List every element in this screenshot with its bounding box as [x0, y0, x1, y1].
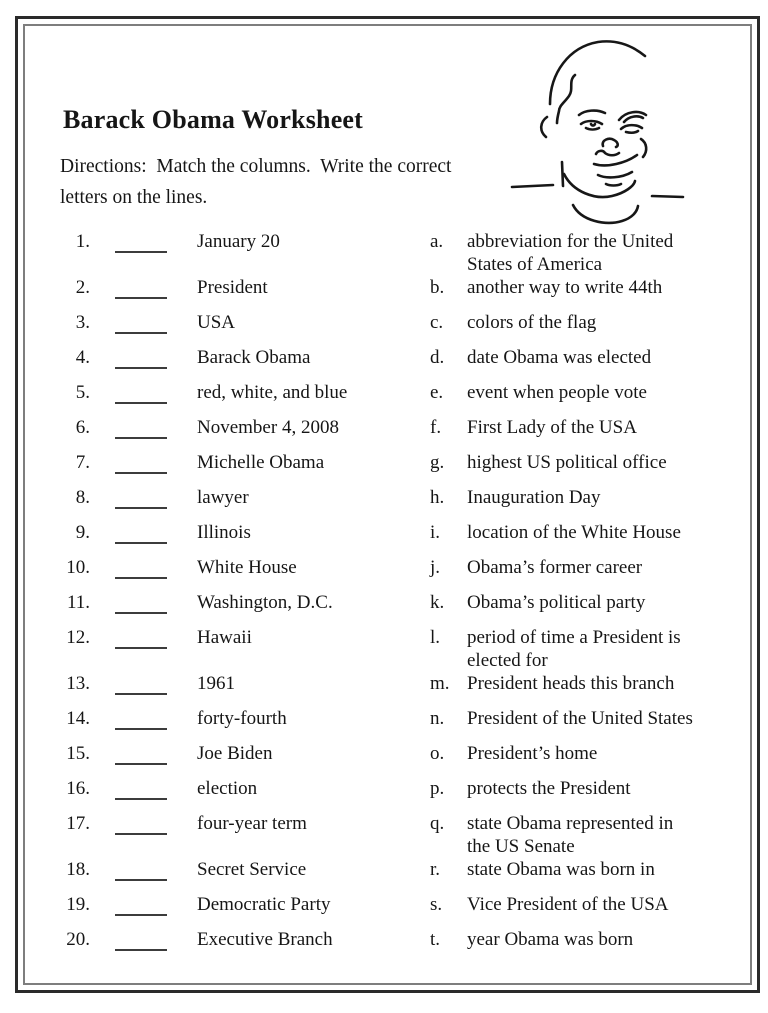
match-row [60, 346, 740, 369]
choice-description-line: state Obama was born in [467, 859, 655, 880]
choice-description-line: Vice President of the USA [467, 894, 669, 915]
answer-blank[interactable] [115, 556, 167, 579]
choice-description-line: location of the White House [467, 522, 681, 543]
term-label: USA [197, 312, 236, 333]
choice-letter: f. [430, 417, 442, 438]
choice-description-line: the US Senate [467, 836, 575, 857]
answer-blank[interactable] [115, 928, 167, 951]
choice-letter: t. [430, 929, 441, 950]
item-number: 9. [75, 522, 90, 543]
answer-blank[interactable] [115, 230, 167, 253]
term-label: forty-fourth [197, 708, 287, 729]
choice-letter: c. [430, 312, 444, 333]
choice-description-line: President of the United States [467, 708, 693, 729]
term-label: Barack Obama [197, 347, 311, 368]
choice-letter: d. [430, 347, 445, 368]
match-row [60, 230, 740, 276]
choice-description [467, 742, 712, 765]
choice-description [467, 591, 712, 614]
choice-description-line: year Obama was born [467, 929, 634, 950]
choice-description [467, 276, 712, 299]
term-label: November 4, 2008 [197, 417, 339, 438]
choice-letter: n. [430, 708, 445, 729]
choice-description [467, 858, 712, 881]
match-row [60, 928, 740, 951]
choice-letter: j. [430, 557, 441, 578]
choice-description [467, 777, 712, 800]
choice-description-line: First Lady of the USA [467, 417, 637, 438]
choice-letter: g. [430, 452, 445, 473]
choice-letter: h. [430, 487, 445, 508]
item-number: 12. [66, 627, 90, 648]
choice-letter: o. [430, 743, 445, 764]
choice-description [467, 812, 712, 858]
choice-description [467, 486, 712, 509]
match-row [60, 626, 740, 672]
term-label: Washington, D.C. [197, 592, 333, 613]
item-number: 17. [66, 813, 90, 834]
choice-description-line: Inauguration Day [467, 487, 601, 508]
match-row [60, 451, 740, 474]
item-number: 10. [66, 557, 90, 578]
term-label: White House [197, 557, 297, 578]
choice-letter: s. [430, 894, 443, 915]
answer-blank[interactable] [115, 346, 167, 369]
term-label: Democratic Party [197, 894, 331, 915]
item-number: 5. [75, 382, 90, 403]
item-number: 2. [75, 277, 90, 298]
choice-letter: m. [430, 673, 450, 694]
match-row [60, 893, 740, 916]
obama-face-sketch-icon [495, 25, 735, 235]
term-label: 1961 [197, 673, 235, 694]
term-label: four-year term [197, 813, 307, 834]
match-row [60, 707, 740, 730]
item-number: 11. [66, 592, 90, 613]
term-label: election [197, 778, 258, 799]
choice-letter: p. [430, 778, 445, 799]
term-label: President [197, 277, 268, 298]
match-row [60, 777, 740, 800]
item-number: 7. [75, 452, 90, 473]
choice-description-line: protects the President [467, 778, 631, 799]
match-row [60, 311, 740, 334]
match-row [60, 521, 740, 544]
choice-description [467, 346, 712, 369]
answer-blank[interactable] [115, 276, 167, 299]
choice-description [467, 556, 712, 579]
choice-description [467, 521, 712, 544]
answer-blank[interactable] [115, 381, 167, 404]
choice-description-line: Obama’s political party [467, 592, 646, 613]
choice-description-line: highest US political office [467, 452, 667, 473]
answer-blank[interactable] [115, 626, 167, 649]
choice-description [467, 672, 712, 695]
choice-description [467, 230, 712, 276]
item-number: 20. [66, 929, 90, 950]
choice-letter: a. [430, 231, 444, 252]
item-number: 18. [66, 859, 90, 880]
choice-description [467, 416, 712, 439]
match-row [60, 742, 740, 765]
choice-description-line: state Obama represented in [467, 813, 674, 834]
choice-description-line: President heads this branch [467, 673, 675, 694]
item-number: 1. [75, 231, 90, 252]
choice-description-line: President’s home [467, 743, 598, 764]
item-number: 19. [66, 894, 90, 915]
directions-line-2: letters on the lines. [60, 187, 208, 208]
choice-description [467, 451, 712, 474]
match-row [60, 591, 740, 614]
choice-description-line: event when people vote [467, 382, 647, 403]
choice-letter: r. [430, 859, 441, 880]
answer-blank[interactable] [115, 858, 167, 881]
choice-letter: q. [430, 813, 445, 834]
item-number: 16. [66, 778, 90, 799]
answer-blank[interactable] [115, 742, 167, 765]
choice-description-line: another way to write 44th [467, 277, 663, 298]
item-number: 8. [75, 487, 90, 508]
directions-text [60, 151, 451, 213]
term-label: January 20 [197, 231, 280, 252]
item-number: 13. [66, 673, 90, 694]
item-number: 14. [66, 708, 90, 729]
term-label: lawyer [197, 487, 249, 508]
match-row [60, 858, 740, 881]
choice-description [467, 381, 712, 404]
choice-description-line: colors of the flag [467, 312, 597, 333]
choice-description [467, 928, 712, 951]
choice-description [467, 626, 712, 672]
match-row [60, 486, 740, 509]
choice-description-line: States of America [467, 254, 603, 275]
term-label: Hawaii [197, 627, 252, 648]
choice-description-line: date Obama was elected [467, 347, 652, 368]
answer-blank[interactable] [115, 893, 167, 916]
directions-line-1: Directions: Match the columns. Write the correct [60, 156, 452, 177]
answer-blank[interactable] [115, 707, 167, 730]
match-list [60, 230, 740, 963]
answer-blank[interactable] [115, 486, 167, 509]
item-number: 3. [75, 312, 90, 333]
choice-description-line: period of time a President is [467, 627, 681, 648]
answer-blank[interactable] [115, 416, 167, 439]
match-row [60, 416, 740, 439]
match-row [60, 812, 740, 858]
item-number: 15. [66, 743, 90, 764]
choice-letter: k. [430, 592, 445, 613]
match-row [60, 276, 740, 299]
term-label: Illinois [197, 522, 251, 543]
answer-blank[interactable] [115, 311, 167, 334]
choice-description [467, 893, 712, 916]
item-number: 6. [75, 417, 90, 438]
choice-description-line: abbreviation for the United [467, 231, 674, 252]
choice-letter: i. [430, 522, 441, 543]
term-label: Executive Branch [197, 929, 333, 950]
answer-blank[interactable] [115, 777, 167, 800]
choice-letter: b. [430, 277, 445, 298]
answer-blank[interactable] [115, 591, 167, 614]
choice-letter: l. [430, 627, 441, 648]
answer-blank[interactable] [115, 672, 167, 695]
page-title: Barack Obama Worksheet [63, 105, 364, 134]
match-row [60, 672, 740, 695]
match-row [60, 381, 740, 404]
choice-description [467, 707, 712, 730]
choice-letter: e. [430, 382, 444, 403]
match-row [60, 556, 740, 579]
item-number: 4. [75, 347, 90, 368]
answer-blank[interactable] [115, 451, 167, 474]
term-label: Joe Biden [197, 743, 273, 764]
term-label: Michelle Obama [197, 452, 325, 473]
answer-blank[interactable] [115, 521, 167, 544]
choice-description-line: Obama’s former career [467, 557, 643, 578]
term-label: red, white, and blue [197, 382, 348, 403]
choice-description-line: elected for [467, 650, 548, 671]
answer-blank[interactable] [115, 812, 167, 835]
choice-description [467, 311, 712, 334]
term-label: Secret Service [197, 859, 307, 880]
